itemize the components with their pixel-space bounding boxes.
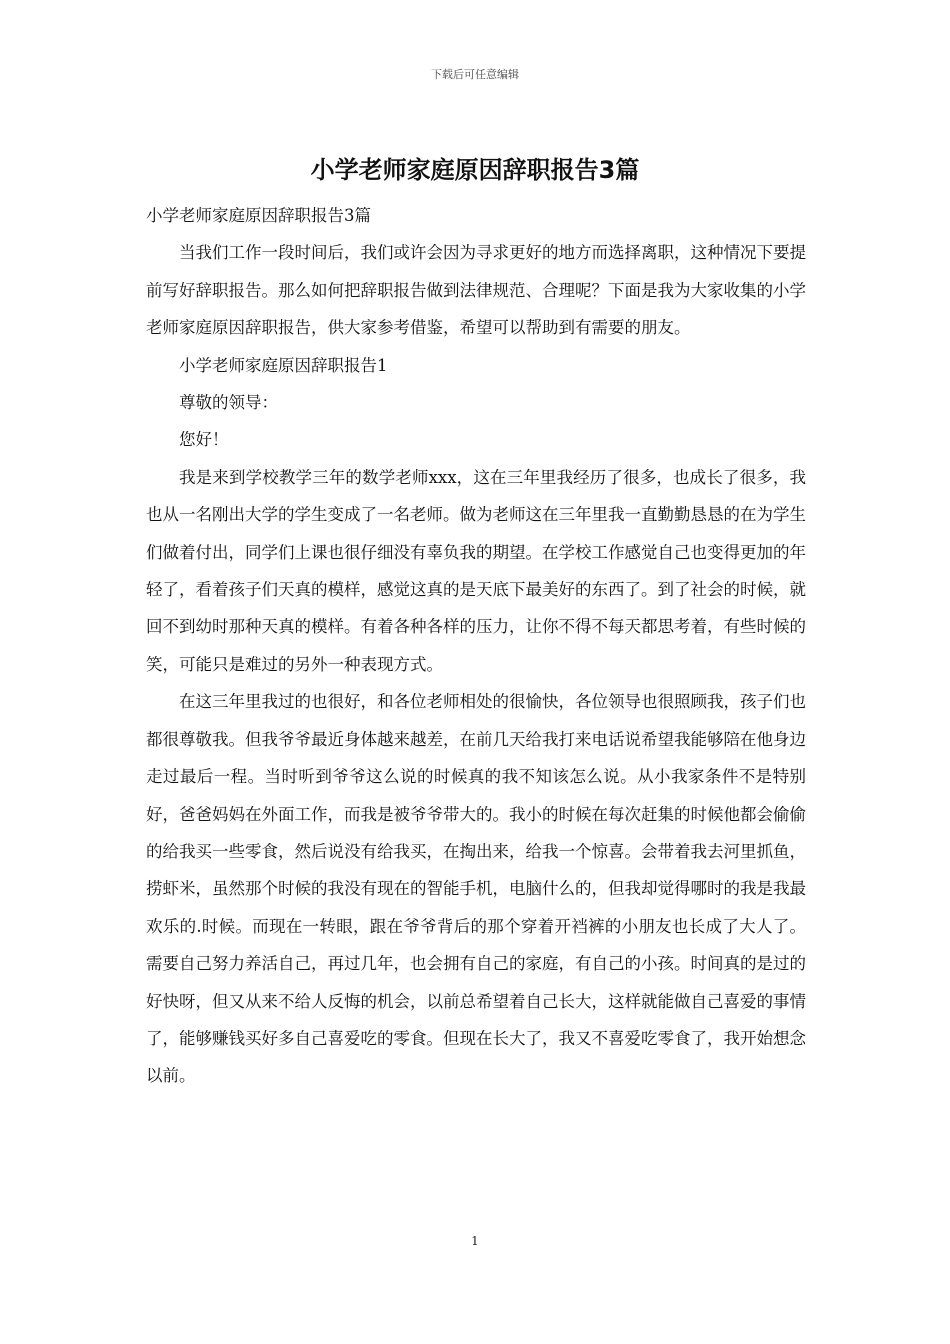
body-paragraph: 在这三年里我过的也很好，和各位老师相处的很愉快，各位领导也很照顾我，孩子们也都很尊敬我。但我爷爷最近身体越来越差，在前几天给我打来电话说希望我能够陪在他身边走过最后一程。当时听到爷爷这么说的时候真的我不知该怎么说。从小我家条件不是特别好，爸爸妈妈在外面工作，而我是被爷爷带大的。我小的时候在每次赶集的时候他都会偷偷的给我买一些零食，然后说没有给我买，在掏出来，给我一个惊喜。会带着我去河里抓鱼，捞虾米，虽然那个时候的我没有现在的智能手机，电脑什么的，但我却觉得哪时的我是我最欢乐的.时候。而现在一转眼，跟在爷爷背后的那个穿着开裆裤的小朋友也长成了大人了。需要自己努力养活自己，再过几年，也会拥有自己的家庭，有自己的小孩。时间真的是过的好快呀，但又从来不给人反悔的机会，以前总希望着自己长大，这样就能做自己喜爱的事情了，能够赚钱买好多自己喜爱吃的零食。但现在长大了，我又不喜爱吃零食了，我开始想念以前。 <box>146 692 806 1086</box>
document-title: 小学老师家庭原因辞职报告3篇 <box>310 156 640 184</box>
subtitle-line: 小学老师家庭原因辞职报告3篇 <box>146 206 371 225</box>
body-paragraph: 我是来到学校教学三年的数学老师xxx，这在三年里我经历了很多，也成长了很多，我也从一名刚出大学的学生变成了一名老师。做为老师这在三年里我一直勤勤恳恳的在为学生们做着付出，同学们上课也很仔细没有辜负我的期望。在学校工作感觉自己也变得更加的年轻了，看着孩子们天真的模样，感觉这真的是天底下最美好的东西了。到了社会的时候，就回不到幼时那种天真的模样。有着各种各样的压力，让你不得不每天都思考着，有些时候的笑，可能只是难过的另外一种表现方式。 <box>146 467 806 674</box>
greeting: 您好！ <box>179 430 229 450</box>
document-body <box>146 197 806 1095</box>
intro-paragraph: 当我们工作一段时间后，我们或许会因为寻求更好的地方而选择离职，这种情况下要提前写好辞职报告。那么如何把辞职报告做到法律规范、合理呢？下面是我为大家收集的小学老师家庭原因辞职报告，供大家参考借鉴，希望可以帮助到有需要的朋友。 <box>146 243 806 338</box>
salutation: 尊敬的领导： <box>179 393 278 413</box>
section-heading: 小学老师家庭原因辞职报告1 <box>179 355 388 375</box>
header-note: 下载后可任意编辑 <box>431 68 519 81</box>
page-number: 1 <box>471 1234 479 1248</box>
